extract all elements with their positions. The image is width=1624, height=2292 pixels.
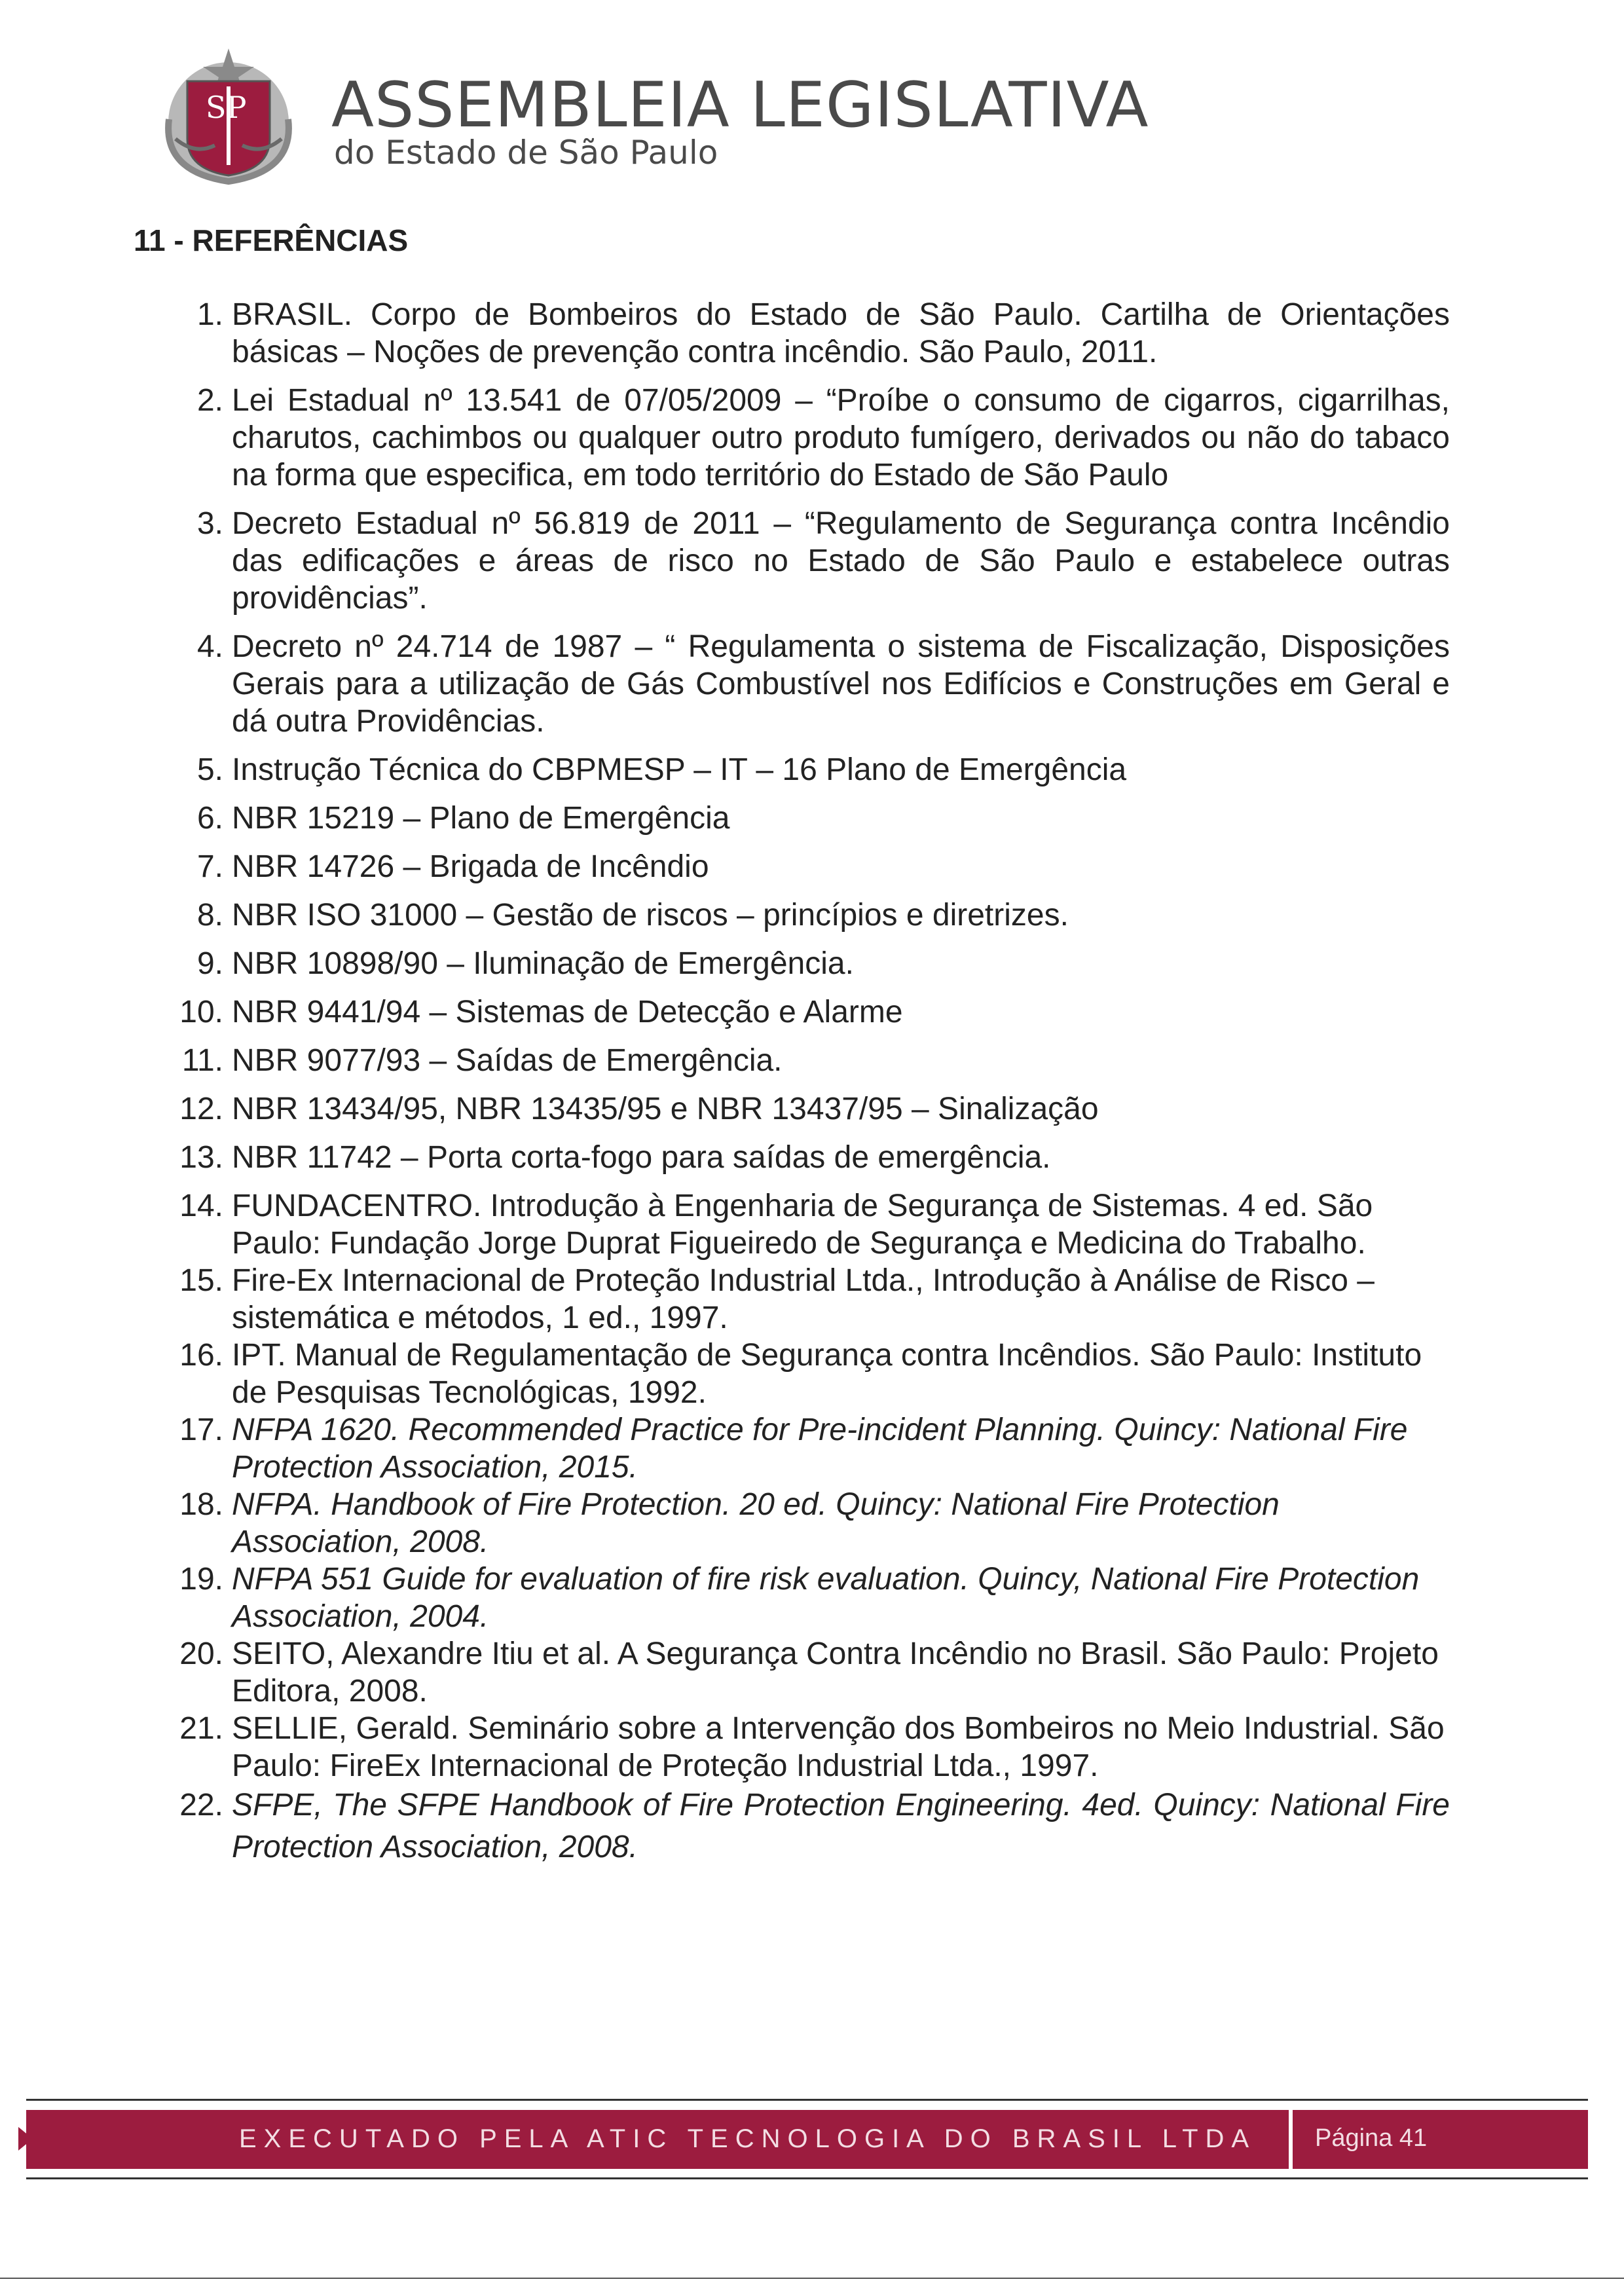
list-item-number: 20. (179, 1636, 223, 1671)
list-item-text: NBR 10898/90 – Iluminação de Emergência. (232, 946, 854, 981)
list-item (181, 1042, 1450, 1079)
list-item-text: SELLIE, Gerald. Seminário sobre a Intervenção dos Bombeiros no Meio Industrial. São Paulo: FireEx Internacional de Proteção Industrial Ltda., 1997. (232, 1711, 1445, 1783)
list-item-text: Lei Estadual nº 13.541 de 07/05/2009 – “Proíbe o consumo de cigarros, cigarrilhas, charutos, cachimbos ou qualquer outro produto fumígero, derivados ou não do tabaco na forma que especifica, em todo território do Estado de São Paulo (232, 383, 1450, 492)
list-item-text: NFPA 551 Guide for evaluation of fire risk evaluation. Quincy, National Fire Protection Association, 2004. (232, 1562, 1420, 1634)
references-list (0, 296, 1624, 1868)
list-item-number: 16. (179, 1338, 223, 1373)
list-item-number: 4. (196, 629, 223, 664)
footer-divider-bottom (26, 2177, 1588, 2179)
list-item-text: NBR 9441/94 – Sistemas de Detecção e Alarme (232, 995, 903, 1029)
institution-title: ASSEMBLEIA LEGISLATIVA (331, 69, 1149, 141)
list-item-number: 19. (179, 1562, 223, 1597)
list-item (196, 296, 1450, 371)
list-item (179, 1090, 1450, 1128)
list-item-text: SFPE, The SFPE Handbook of Fire Protection Engineering. 4ed. Quincy: National Fire Protection Association, 2008. (232, 1788, 1450, 1864)
list-item-number: 6. (196, 801, 223, 836)
list-item-number: 11. (181, 1043, 223, 1078)
list-item-text: NBR 14726 – Brigada de Incêndio (232, 849, 709, 884)
list-item-text: NFPA 1620. Recommended Practice for Pre-incident Planning. Quincy: National Fire Protection Association, 2015. (232, 1413, 1408, 1485)
list-item (179, 1337, 1450, 1411)
list-item-text: Instrução Técnica do CBPMESP – IT – 16 Plano de Emergência (232, 752, 1127, 787)
list-item-number: 9. (196, 946, 223, 981)
list-item-text: FUNDACENTRO. Introdução à Engenharia de Segurança de Sistemas. 4 ed. São Paulo: Fundação Jorge Duprat Figueiredo de Segurança e Medicina do Trabalho. (232, 1189, 1373, 1261)
list-item-number: 8. (196, 898, 223, 933)
footer-divider-top (26, 2099, 1588, 2101)
list-item (196, 848, 1450, 885)
footer-arrow-icon (18, 2127, 33, 2151)
list-item-text: NBR 15219 – Plano de Emergência (232, 801, 730, 836)
list-item (179, 1262, 1450, 1337)
list-item-number: 7. (196, 849, 223, 884)
list-item (196, 382, 1450, 494)
list-item-text: Decreto Estadual nº 56.819 de 2011 – “Regulamento de Segurança contra Incêndio das edificações e áreas de risco no Estado de São Paulo e estabelece outras providências”. (232, 506, 1450, 616)
list-item-text: NBR 13434/95, NBR 13435/95 e NBR 13437/95 – Sinalização (232, 1092, 1099, 1126)
list-item-number: 17. (179, 1413, 223, 1447)
list-item-number: 1. (196, 297, 223, 332)
sao-paulo-coat-of-arms-icon (156, 41, 301, 186)
list-item-text: IPT. Manual de Regulamentação de Segurança contra Incêndios. São Paulo: Instituto de Pesquisas Tecnológicas, 1992. (232, 1338, 1422, 1410)
list-item-text: BRASIL. Corpo de Bombeiros do Estado de São Paulo. Cartilha de Orientações básicas – Noções de prevenção contra incêndio. São Paulo, 2011. (232, 297, 1450, 369)
seal-letters: SP (206, 90, 247, 125)
list-item-text: Fire-Ex Internacional de Proteção Industrial Ltda., Introdução à Análise de Risco – sistemática e métodos, 1 ed., 1997. (232, 1263, 1375, 1335)
section-title: 11 - REFERÊNCIAS (134, 223, 409, 257)
footer-executor-text: EXECUTADO PELA ATIC TECNOLOGIA DO BRASIL LTDA (239, 2124, 1257, 2153)
list-item-number: 18. (179, 1487, 223, 1522)
footer-band-divider (1289, 2110, 1293, 2169)
list-item (196, 800, 1450, 837)
list-item (196, 505, 1450, 617)
list-item (179, 993, 1450, 1031)
list-item (196, 628, 1450, 740)
page-number: Página 41 (1315, 2124, 1428, 2152)
page-header (156, 41, 1269, 191)
list-item-number: 22. (179, 1788, 223, 1822)
list-item (196, 751, 1450, 788)
list-item (179, 1139, 1450, 1176)
list-item-number: 12. (179, 1092, 223, 1126)
list-item (179, 1411, 1450, 1486)
list-item-number: 10. (179, 995, 223, 1029)
list-item-text: SEITO, Alexandre Itiu et al. A Segurança Contra Incêndio no Brasil. São Paulo: Projeto Editora, 2008. (232, 1636, 1439, 1709)
list-item-text: Decreto nº 24.714 de 1987 – “ Regulamenta o sistema de Fiscalização, Disposições Gerais para a utilização de Gás Combustível nos Edifícios e Construções em Geral e dá outra Providências. (232, 629, 1450, 739)
list-item-number: 3. (196, 506, 223, 541)
list-item (196, 945, 1450, 982)
institution-subtitle: do Estado de São Paulo (334, 134, 718, 172)
list-item (179, 1561, 1450, 1635)
list-item-text: NBR 11742 – Porta corta-fogo para saídas de emergência. (232, 1140, 1051, 1175)
list-item-text: NBR ISO 31000 – Gestão de riscos – princípios e diretrizes. (232, 898, 1069, 933)
page-bottom-rule (0, 2278, 1624, 2279)
list-item (179, 1486, 1450, 1561)
list-item (179, 1784, 1450, 1868)
list-item-number: 2. (196, 383, 223, 418)
list-item-number: 5. (196, 752, 223, 787)
list-item (179, 1187, 1450, 1262)
list-item (179, 1710, 1450, 1784)
list-item-number: 14. (179, 1189, 223, 1223)
list-item-text: NBR 9077/93 – Saídas de Emergência. (232, 1043, 783, 1078)
list-item-number: 21. (179, 1711, 223, 1746)
list-item (196, 896, 1450, 934)
list-item-number: 13. (179, 1140, 223, 1175)
list-item (179, 1635, 1450, 1710)
list-item-number: 15. (179, 1263, 223, 1298)
list-item-text: NFPA. Handbook of Fire Protection. 20 ed. Quincy: National Fire Protection Association, 2008. (232, 1487, 1280, 1559)
